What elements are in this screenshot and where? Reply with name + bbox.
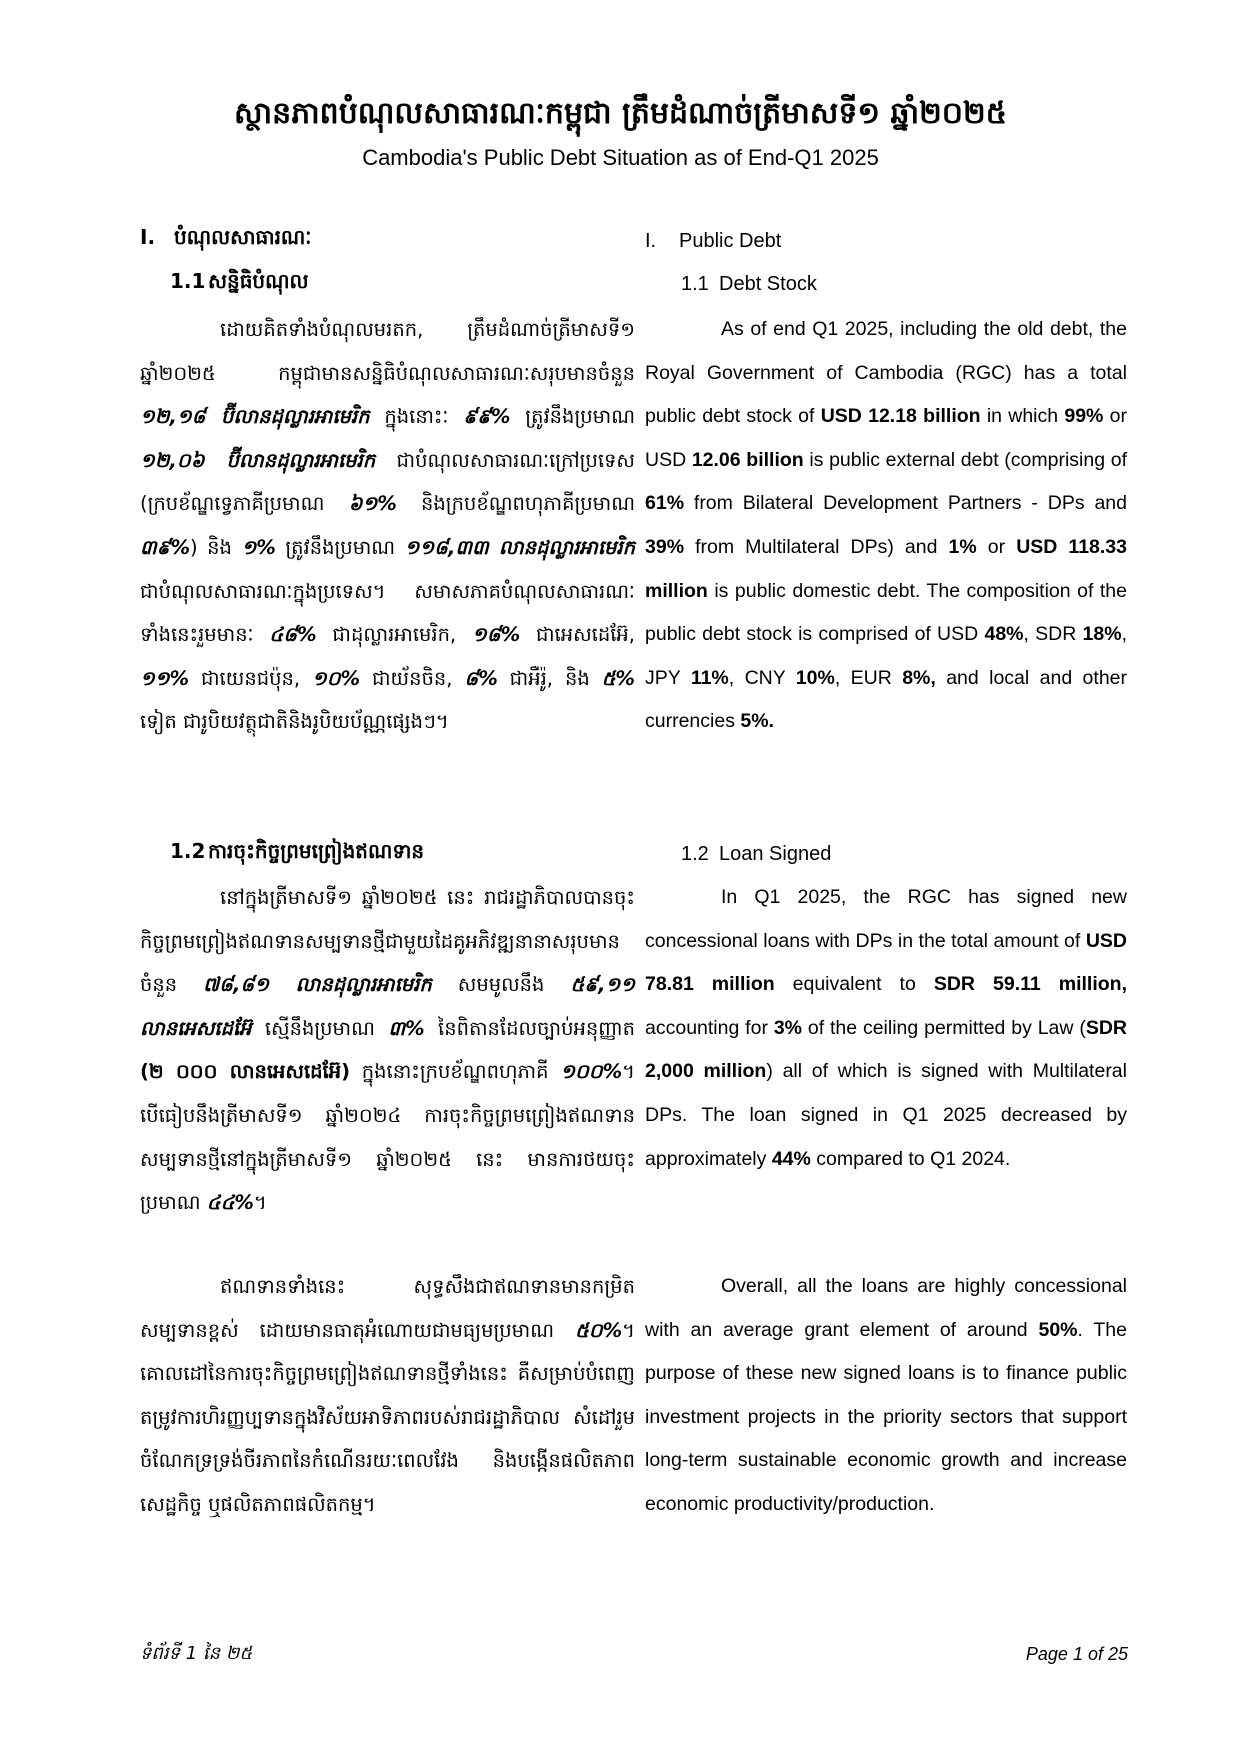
text-run-bold: 5%. (740, 710, 774, 733)
subsection-label: សន្និធិបំណុល (208, 269, 309, 293)
text-run: នៅក្នុងត្រីមាសទី១ ឆ្នាំ២០២៥ នេះ រាជរដ្ឋាភិបាលបានចុះកិច្ចព្រមព្រៀងឥណទានសម្បទានថ្មីជាមួយដៃគូអភិវឌ្ឍនានាសរុបមានចំនួន (140, 886, 635, 997)
text-run: or USD (645, 405, 1127, 471)
text-run: , CNY (728, 666, 796, 689)
text-run: is public external debt (comprising of (803, 448, 1127, 471)
text-run: នៃពិតានដែលច្បាប់អនុញ្ញាត (424, 1016, 636, 1040)
text-run: from Multilateral DPs) and (684, 535, 949, 558)
text-run: . The purpose of these new signed loans is to finance public investment projects in the priority sectors that support long-term sustainable economic growth and increase economic productivity/production. (645, 1318, 1127, 1515)
text-run-bold: 99% (1064, 405, 1104, 428)
text-run-bold: 44% (771, 1147, 811, 1170)
text-run-bold: 18% (1082, 623, 1122, 646)
subsection-heading-khmer-1-1 (170, 266, 309, 296)
text-run-bold: ១០% (311, 666, 361, 690)
text-run: ឥណទានទាំងនេះ សុទ្ធសឹងជាឥណទានមានកម្រិតសម្បទានខ្ពស់ ដោយមានធាតុអំណោយជាមធ្យមប្រមាណ (140, 1275, 635, 1342)
text-run-bold: SDR 2,000 million (645, 1016, 1127, 1083)
section-heading-khmer (140, 222, 311, 252)
paragraph-khmer-loan-purpose (140, 1265, 635, 1527)
section-number: I. (645, 230, 657, 252)
khmer-column (140, 0, 635, 1753)
text-run-bold: ១១% (140, 666, 190, 690)
text-run: សមមូលនឹង (431, 973, 571, 997)
text-run: ជាអេសដេអ៊ែ, (520, 623, 635, 647)
text-run: ដោយគិតទាំងបំណុលមរតក, ត្រឹមដំណាច់ត្រីមាសទី១ ឆ្នាំ២០២៥ កម្ពុជាមានសន្និធិបំណុលសាធារណៈសរុបមានចំនួន (140, 318, 635, 385)
text-run-bold: SDR 59.11 million, (933, 973, 1127, 996)
subsection-number: 1.1 (681, 273, 709, 295)
page-title-khmer: ស្ថានភាពបំណុលសាធារណៈកម្ពុជា ត្រឹមដំណាច់ត្រីមាសទី១ ឆ្នាំ២០២៥ (233, 96, 1007, 131)
text-run-bold: 48% (984, 623, 1024, 646)
text-run-bold: 11% (690, 666, 729, 689)
text-run-bold: ៤៨% (269, 623, 317, 647)
page-number-english: Page 1 of 25 (1025, 1644, 1128, 1664)
subsection-label: Debt Stock (719, 273, 817, 295)
text-run: ជាបំណុលសាធារណៈក្រៅប្រទេស (ក្របខ័ណ្ឌទ្វេភាគីប្រមាណ (140, 448, 635, 516)
subsection-heading-khmer-1-2 (170, 836, 424, 866)
text-run: ត្រូវនឹងប្រមាណ (510, 405, 635, 429)
paragraph-english-loan-signed (645, 876, 1127, 1181)
subsection-number: 1.2 (170, 839, 206, 863)
text-run: In Q1 2025, the RGC has signed new concessional loans with DPs in the total amount of (645, 886, 1127, 952)
text-run-bold: ៣៩% (140, 535, 191, 559)
text-run: equivalent to (774, 973, 934, 996)
text-run-bold: 50% (1038, 1318, 1078, 1341)
text-run: ទៀត ជារូបិយវត្ថុជាតិនិងរូបិយប័ណ្ណផ្សេងៗ។ (140, 710, 449, 734)
text-run-bold: 1% (948, 535, 977, 558)
page-title-english: Cambodia's Public Debt Situation as of End-Q1 2025 (362, 145, 879, 170)
text-run-bold: ៨% (464, 666, 498, 690)
text-run-bold: 39% (645, 535, 685, 558)
text-run: ក្នុងនោះៈ (369, 405, 464, 429)
text-run: ក្នុងនោះក្របខ័ណ្ឌពហុភាគី (350, 1060, 561, 1084)
text-run-bold: ១០០% (560, 1060, 623, 1084)
text-run: ស្មើនឹងប្រមាណ (251, 1016, 389, 1040)
text-run: compared to Q1 2024. (810, 1147, 1011, 1170)
text-run-bold: USD 118.33 million (645, 535, 1127, 602)
text-run: ។ បើធៀបនឹងត្រីមាសទី១ ឆ្នាំ២០២៤ ការចុះកិច្ចព្រមព្រៀងឥណទានសម្បទានថ្មីនៅក្នុងត្រីមាសទី១ ឆ្នាំ២០២៥ នេះ មានការថយចុះប្រមាណ (140, 1060, 635, 1215)
paragraph-khmer-loan-signed (140, 876, 635, 1225)
text-run-bold: ៦១% (348, 492, 397, 516)
subsection-heading-english-1-2 (681, 839, 831, 869)
subsection-heading-english-1-1 (681, 269, 817, 299)
subsection-label: ការចុះកិច្ចព្រមព្រៀងឥណទាន (208, 839, 425, 863)
text-run: and local and other currencies (645, 666, 1127, 733)
text-run: , SDR (1023, 623, 1083, 646)
text-run-bold: 61% (645, 492, 685, 515)
text-run-bold: ១១៨,៣៣ លានដុល្លារអាមេរិក (404, 535, 635, 559)
text-run-bold: (២ ០០០ លានអេសដេអ៊ែ) (140, 1060, 351, 1084)
subsection-number: 1.1 (170, 269, 206, 293)
subsection-label: Loan Signed (719, 843, 832, 865)
paragraph-english-debt-stock (645, 308, 1127, 744)
text-run: from Bilateral Development Partners - DPs and (684, 492, 1127, 515)
text-run: ។ គោលដៅនៃការចុះកិច្ចព្រមព្រៀងឥណទានថ្មីទាំងនេះ គឺសម្រាប់បំពេញតម្រូវការហិរញ្ញប្បទានក្នុងវិស័យអាទិភាពរបស់រាជរដ្ឋាភិបាល សំដៅរួមចំណែកទ្រទ្រង់ចីរភាពនៃកំណើនរយៈពេលវែង និងបង្កើនផលិតភាព សេដ្ឋកិច្ច ឬផលិតភាពផលិតកម្ម។ (140, 1318, 635, 1516)
section-label: បំណុលសាធារណៈ (174, 225, 312, 249)
page-number-khmer: ទំព័រទី 1 នៃ ២៥ (140, 1643, 253, 1664)
text-run-bold: ៩៩% (463, 405, 511, 429)
text-run: ជាយ័នចិន, (360, 666, 465, 690)
text-run: ជាយេនជប៉ុន, (189, 666, 312, 690)
text-run-bold: ១២,០៦ ប៊ីលានដុល្លារអាមេរិក (140, 448, 376, 472)
text-run-bold: ៥% (601, 666, 635, 690)
paragraph-khmer-debt-stock (140, 308, 635, 744)
subsection-number: 1.2 (681, 843, 709, 865)
text-run: , EUR (834, 666, 903, 689)
text-run-bold: 12.06 billion (691, 448, 804, 471)
text-run: ត្រូវនឹងប្រមាណ (275, 535, 405, 559)
english-column (645, 0, 1127, 1753)
text-run-bold: ៥០% (574, 1318, 623, 1342)
text-run-bold: ១២,១៨ ប៊ីលានដុល្លារអាមេរិក (140, 405, 370, 429)
text-run: ) និង (190, 535, 242, 559)
text-run: ជាអឺរ៉ូ, និង (497, 666, 602, 690)
paragraph-english-loan-purpose (645, 1265, 1127, 1527)
text-run-bold: 10% (795, 666, 835, 689)
text-run-bold: ៣% (388, 1016, 425, 1040)
text-run: ជាដុល្លារអាមេរិក, (316, 623, 473, 647)
text-run-bold: ១% (241, 535, 276, 559)
text-run-bold: ៥៩,១១ លានអេសដេអ៊ែ (140, 973, 635, 1040)
text-run-bold: USD 78.81 million (645, 929, 1127, 996)
text-run: ) all of which is signed with Multilateral DPs. The loan signed in Q1 2025 decreased by approximately (645, 1060, 1127, 1170)
text-run: និងក្របខ័ណ្ឌពហុភាគីប្រមាណ (396, 492, 635, 516)
section-number: I. (140, 225, 156, 249)
section-heading-english (645, 226, 781, 256)
text-run-bold: ១៨% (472, 623, 521, 647)
text-run: ជាបំណុលសាធារណៈក្នុងប្រទេស។ សមាសភាគបំណុលសាធារណៈទាំងនេះរួមមានៈ (140, 579, 635, 647)
text-run-bold: 8%, (902, 666, 936, 689)
text-run-bold: ៤៤% (206, 1191, 254, 1215)
text-run-bold: ៧៨,៨១ លានដុល្លារអាមេរិក (203, 973, 432, 997)
text-run: of the ceiling permitted by Law ( (802, 1016, 1086, 1039)
text-run: accounting for (645, 1016, 774, 1039)
text-run-bold: 3% (773, 1016, 802, 1039)
text-run: , JPY (645, 623, 1127, 689)
text-run: ។ (253, 1191, 267, 1215)
text-run: Overall, all the loans are highly concessional with an average grant element of around (645, 1275, 1127, 1341)
text-run: is public domestic debt. The composition of the public debt stock is comprised of USD (645, 579, 1127, 646)
text-run: As of end Q1 2025, including the old debt, the Royal Government of Cambodia (RGC) has a total public debt stock of (645, 318, 1127, 428)
text-run: in which (980, 405, 1065, 428)
section-label: Public Debt (679, 230, 782, 252)
text-run: or (976, 535, 1017, 558)
text-run-bold: USD 12.18 billion (820, 405, 981, 428)
